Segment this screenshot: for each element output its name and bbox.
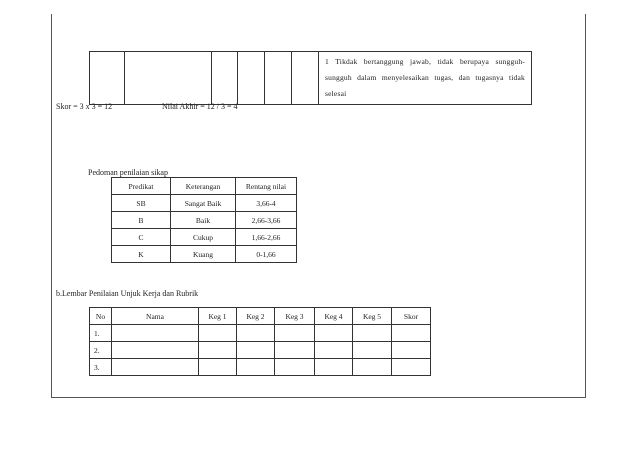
table-cell [112,359,199,376]
grade-table [111,177,297,263]
table-cell [392,342,431,359]
assessment-table-fragment [89,51,532,105]
table-cell [275,342,315,359]
table-cell [237,325,275,342]
table-cell [315,359,353,376]
column-header: Predikat [112,178,171,195]
table-cell [238,52,265,105]
table-cell: Baik [171,212,236,229]
performance-sheet-title: b.Lembar Penilaian Unjuk Kerja dan Rubrik [56,289,199,298]
table-cell [275,325,315,342]
column-header: Skor [392,308,431,325]
table-cell [315,325,353,342]
table-cell [112,325,199,342]
column-header: Keg 1 [199,308,237,325]
table-cell [212,52,238,105]
table-header-row [90,308,431,325]
table-cell: 2,66-3,66 [236,212,297,229]
performance-table [89,307,431,376]
table-cell [292,52,319,105]
table-cell: 1,66-2,66 [236,229,297,246]
table-cell: 3,66-4 [236,195,297,212]
table-cell: SB [112,195,171,212]
table-cell [353,325,392,342]
table-cell [125,52,212,105]
table-cell [275,359,315,376]
table-row [90,342,431,359]
table-cell [199,342,237,359]
table-row [112,195,297,212]
column-header: Keg 3 [275,308,315,325]
table-row [90,359,431,376]
table-row [112,212,297,229]
criteria-description: 1 Tikdak bertanggung jawab, tidak berupaya sungguh-sungguh dalam menyelesaikan tugas, dan tugasnya tidak selesai [319,52,532,105]
table-row [90,325,431,342]
column-header: Keg 5 [353,308,392,325]
table-cell [199,359,237,376]
column-header: Keg 2 [237,308,275,325]
table-cell [353,359,392,376]
table-row [112,246,297,263]
table-cell [112,342,199,359]
column-header: Keg 4 [315,308,353,325]
attitude-guide-title: Pedoman penilaian sikap [88,168,168,177]
table-cell: Cukup [171,229,236,246]
table-cell [392,325,431,342]
column-header: Nama [112,308,199,325]
table-cell: Kuang [171,246,236,263]
table-cell: K [112,246,171,263]
table-cell [315,342,353,359]
row-number: 3. [90,359,112,376]
row-number: 2. [90,342,112,359]
table-cell [237,342,275,359]
table-row [112,229,297,246]
column-header: No [90,308,112,325]
table-cell: B [112,212,171,229]
score-formula: Skor = 3 x 3 = 12 [56,102,113,111]
table-cell [237,359,275,376]
table-cell: C [112,229,171,246]
table-header-row [112,178,297,195]
table-cell [199,325,237,342]
table-cell [353,342,392,359]
table-cell: Sangat Baik [171,195,236,212]
final-score-formula: Nilai Akhir = 12 / 3 = 4 [162,102,238,111]
table-row [90,52,532,105]
row-number: 1. [90,325,112,342]
table-cell [90,52,125,105]
table-cell [265,52,292,105]
table-cell [392,359,431,376]
column-header: Rentang nilai [236,178,297,195]
column-header: Keterangan [171,178,236,195]
table-cell: 0-1,66 [236,246,297,263]
